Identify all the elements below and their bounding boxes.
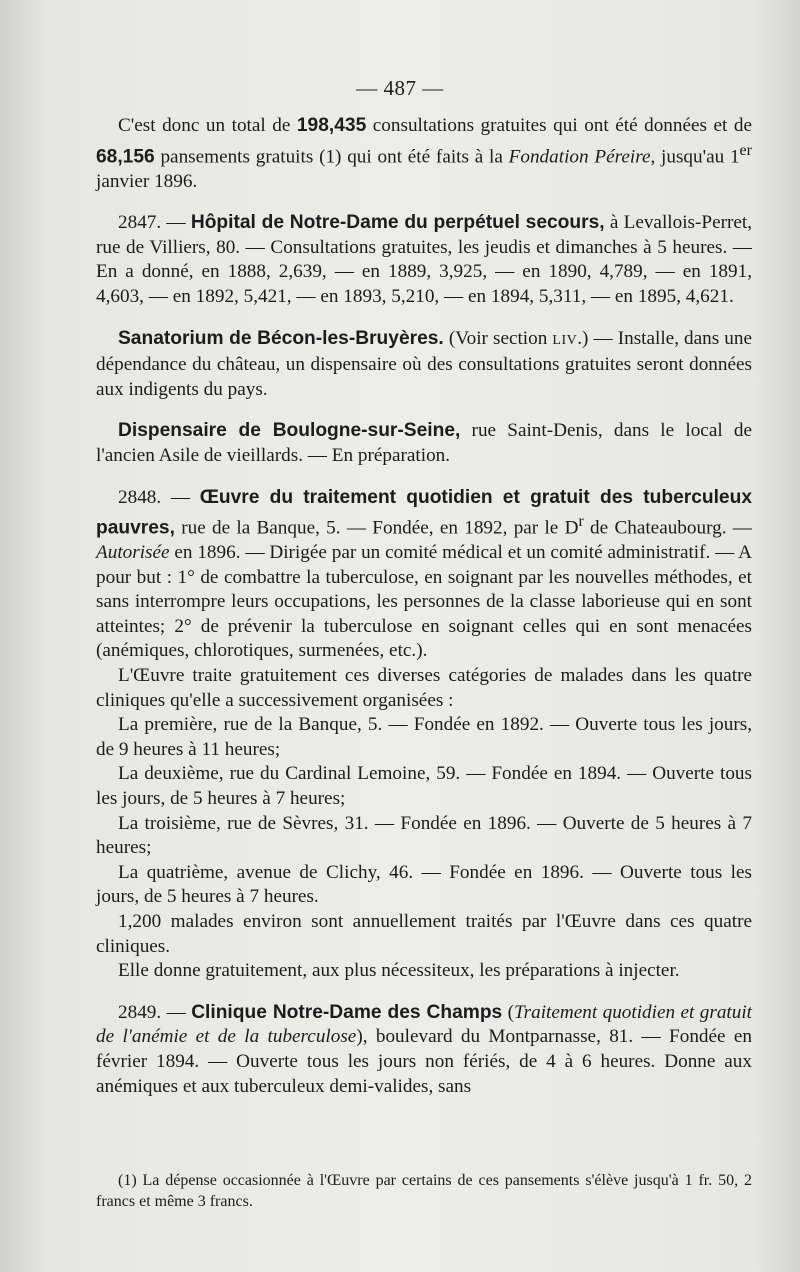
paragraph-total: C'est donc un total de 198,435 consultations gratuites qui ont été données et de 68,156 pansements gratuits (1) qui ont été faits à la Fondation Péreire, jusqu'au 1er janvier 1896. (96, 115, 752, 192)
paragraph: Elle donne gratuitement, aux plus nécessiteux, les préparations à injecter. (118, 960, 680, 982)
paragraph: 1,200 malades environ sont annuellement traités par l'Œuvre dans ces quatre cliniques. (96, 911, 752, 957)
entry-title: Hôpital de Notre-Dame du perpétuel secours, (190, 212, 605, 234)
page-body (96, 114, 752, 1099)
paragraph: La première, rue de la Banque, 5. — Fondée en 1892. — Ouverte tous les jours, de 9 heures à 11 heures; (96, 714, 752, 760)
entry-title: Clinique Notre-Dame des Champs (191, 1001, 503, 1023)
entry-number: 2847. — (118, 212, 191, 234)
entry-title: Œuvre du traitement quotidien et gratuit des tuberculeux pauvres, (96, 486, 752, 539)
total-pansements: 68,156 (96, 145, 155, 167)
entry-number: 2849. — (118, 1001, 192, 1023)
paragraph: La quatrième, avenue de Clichy, 46. — Fondée en 1896. — Ouverte tous les jours, de 5 heures à 7 heures. (96, 861, 752, 908)
entry-2848: 2848. — Œuvre du traitement quotidien et gratuit des tuberculeux pauvres, rue de la Banque, 5. — Fondée, en 1892, par le $D^r$ de Chateaubourg. — Autorisée en 1896. — Dirigée par un comité médical et un comité administratif. — A pour but : 1° de combattre la tuberculose, en soignant par les nouvelles méthodes, et sans interrompre leurs occupations, les personnes de la classe laborieuse qui en sont atteintes; 2° de prévenir la tuberculose en soignant celles qui en sont menacées (anémiques, chlorotiques, surmenées, etc.). (96, 486, 752, 662)
paragraph: L'Œuvre traite gratuitement ces diverses catégories de malades dans les quatre cliniques qu'elle a successivement organisées : (96, 665, 752, 711)
entry-2847: 2847. — Hôpital de Notre-Dame du perpétuel secours, à Levallois-Perret, rue de Villiers, 80. — Consultations gratuites, les jeudis et dimanches à 5 heures. — En a donné, en 1888, 2,639, — en 1889, 3,925, — en 1890, 4,789, — en 1891, 4,603, — en 1892, 5,421, — en 1893, 5,210, — en 1894, 5,311, — en 1895, 4,621. (96, 212, 753, 307)
page-number: — 487 — (356, 76, 444, 100)
entry-dispensaire: Dispensaire de Boulogne-sur-Seine, rue Saint-Denis, dans le local de l'ancien Asile de vieillards. — En préparation. (96, 420, 752, 466)
footnote-text: (1) La dépense occasionnée à l'Œuvre par certains de ces pansements s'élève jusqu'à 1 fr. 50, 2 francs et même 3 francs. (96, 1172, 752, 1210)
entry-sanatorium: Sanatorium de Bécon-les-Bruyères. (Voir section LIV.) — Installe, dans une dépendance du château, un dispensaire où des consultations gratuites seront données aux indigents du pays. (96, 327, 752, 400)
paragraph: La troisième, rue de Sèvres, 31. — Fondée en 1896. — Ouverte de 5 heures à 7 heures; (96, 812, 752, 859)
entry-number: 2848. — (118, 486, 200, 508)
entry-2849: 2849. — Clinique Notre-Dame des Champs (Traitement quotidien et gratuit de l'anémie et de la tuberculose), boulevard du Montparnasse, 81. — Fondée en février 1894. — Ouverte tous les jours non fériés, de 4 à 6 heures. Donne aux anémiques et aux tuberculeux demi-valides, sans (96, 1001, 753, 1097)
fondation-pereire: Fondation Péreire (508, 145, 651, 167)
footnote (96, 1171, 752, 1212)
total-consultations: 198,435 (296, 115, 367, 136)
entry-title: Sanatorium de Bécon-les-Bruyères. (118, 327, 444, 349)
paragraph: La deuxième, rue du Cardinal Lemoine, 59. — Fondée en 1894. — Ouverte tous les jours, de 5 heures à 7 heures; (96, 763, 752, 810)
entry-title: Dispensaire de Boulogne-sur-Seine, (118, 420, 461, 442)
